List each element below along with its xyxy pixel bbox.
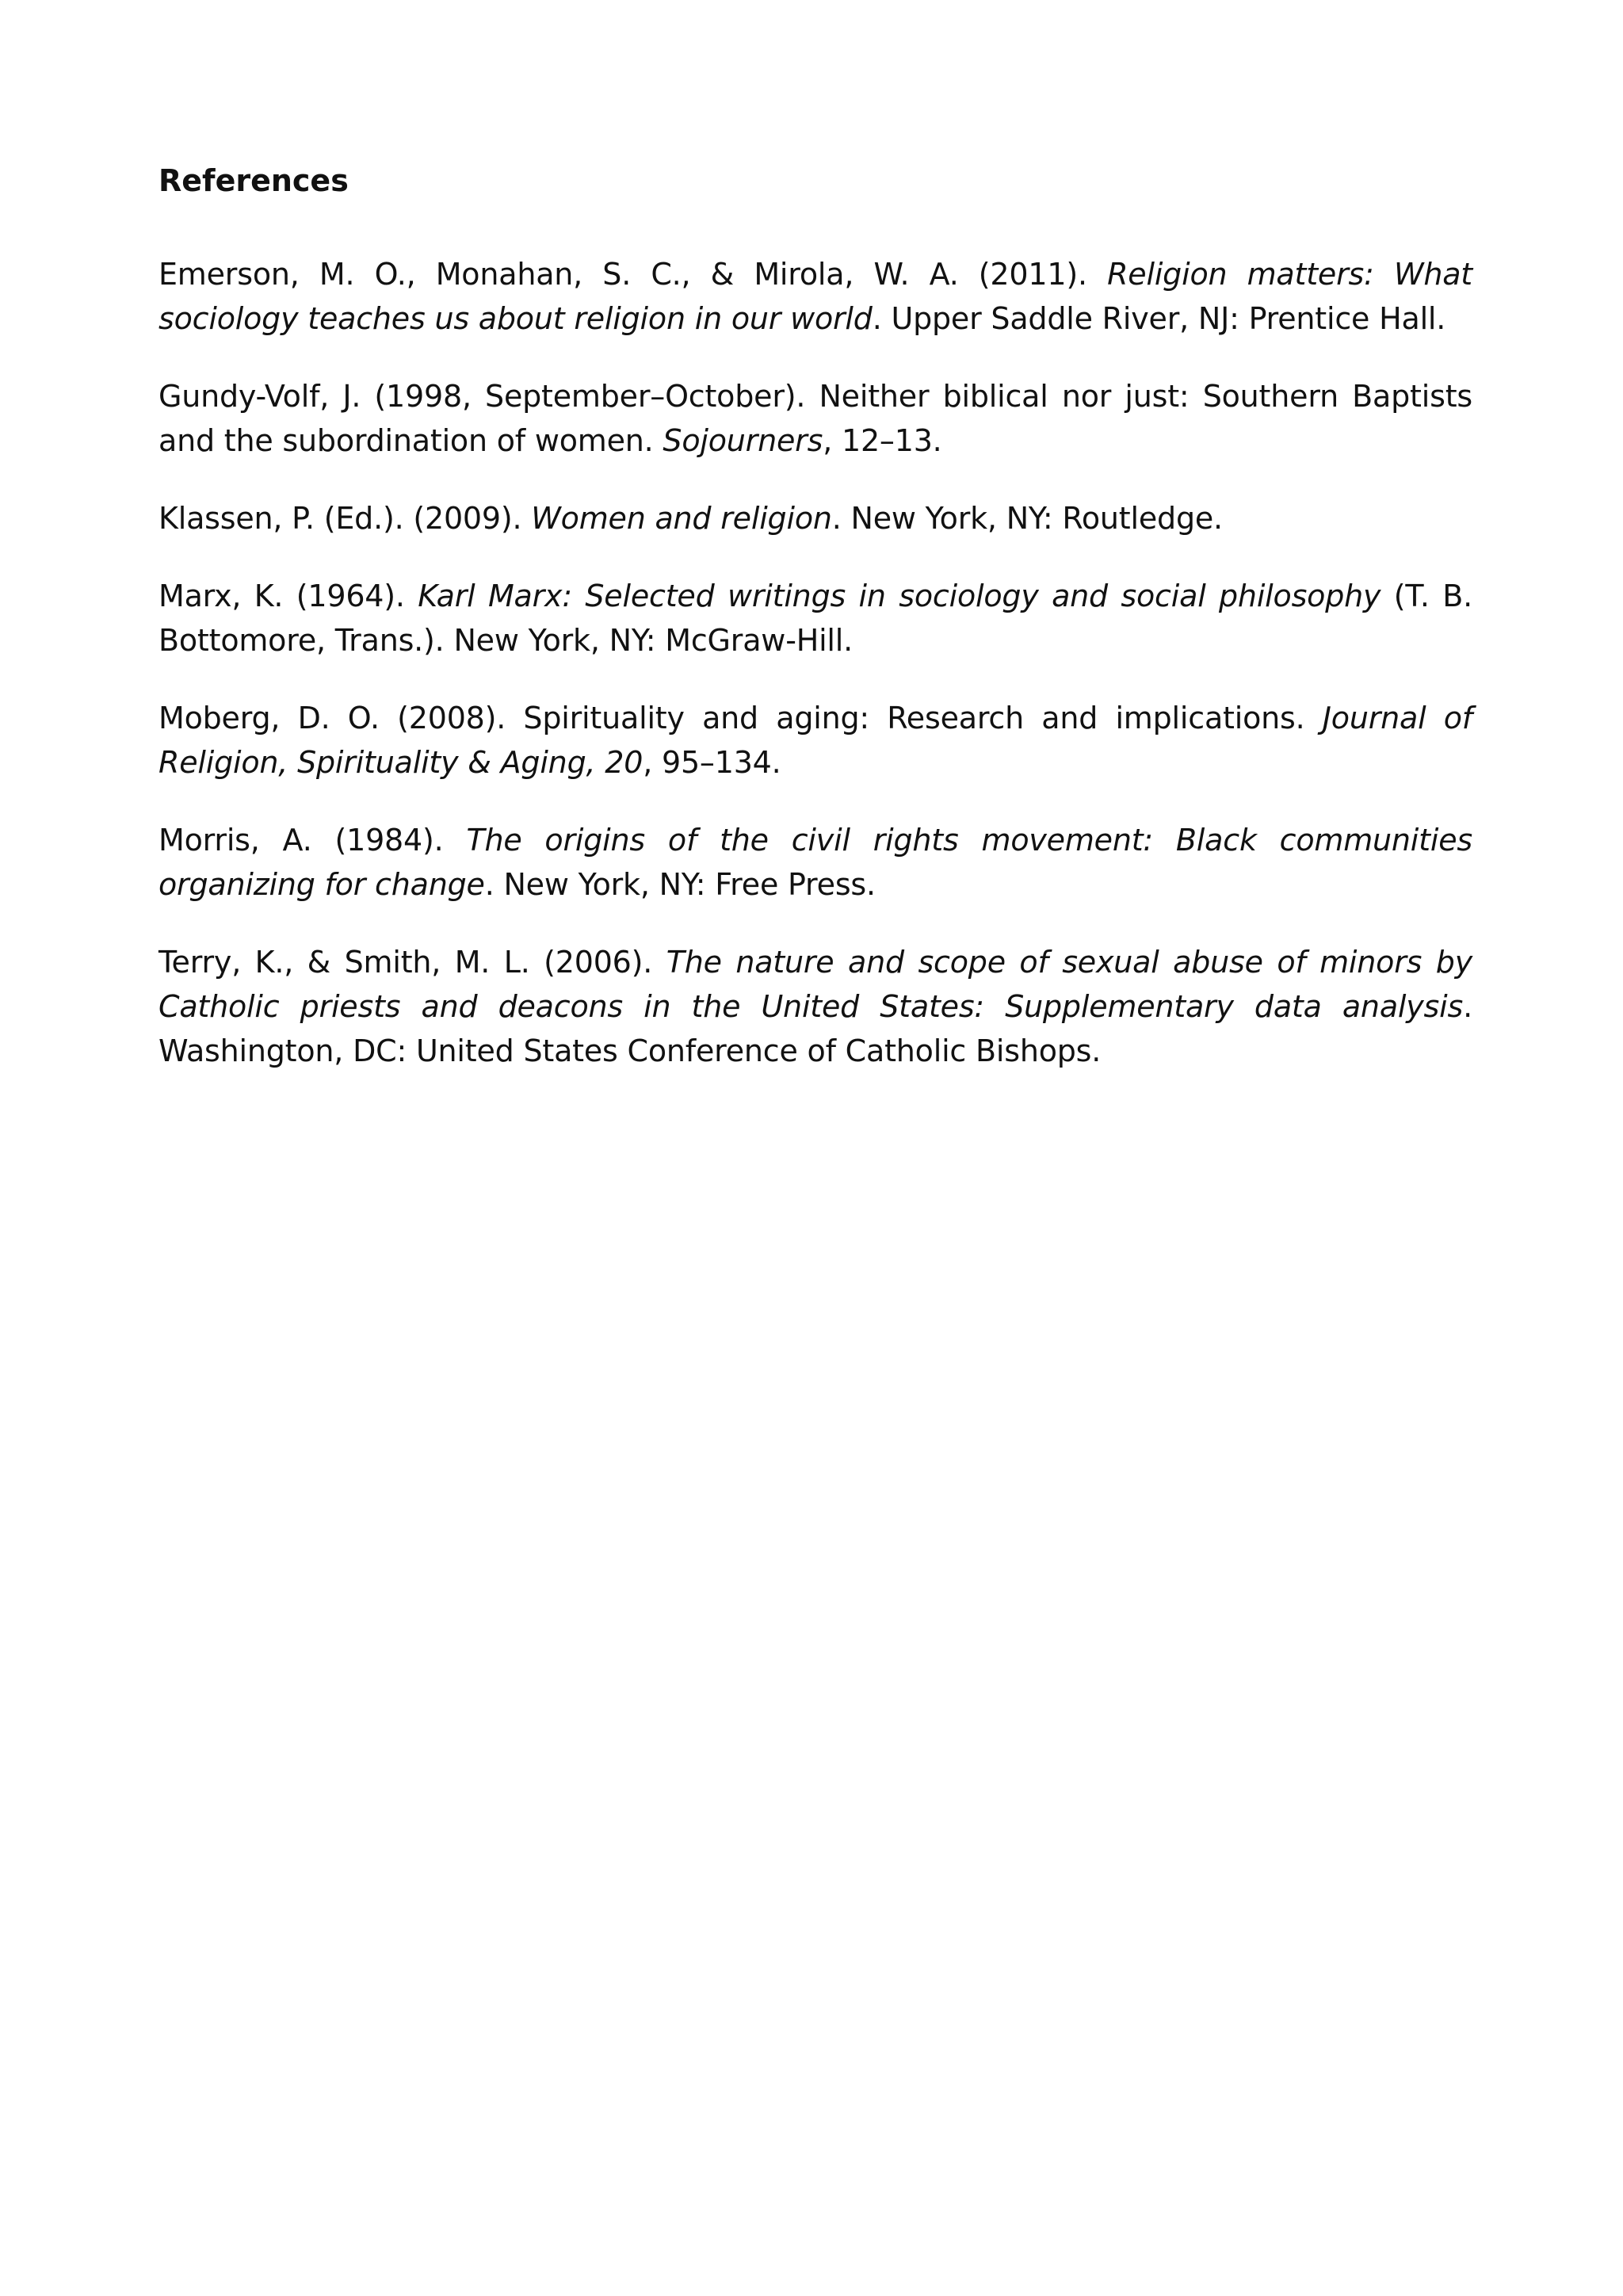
- reference-title: Journal of Religion, Spirituality & Aging, 20: [158, 701, 1472, 780]
- reference-list: [158, 252, 1472, 1073]
- reference-text: , 12–13.: [823, 423, 942, 458]
- document-content: [158, 159, 1472, 1106]
- reference-title: Women and religion: [531, 501, 832, 536]
- reference-entry: [158, 252, 1472, 341]
- reference-text: Terry, K., & Smith, M. L. (2006).: [158, 945, 666, 980]
- reference-text: Gundy-Volf, J. (1998, September–October). Neither biblical nor just: Southern Baptists and the subordination of women.: [158, 379, 1472, 458]
- reference-entry: [158, 374, 1472, 463]
- reference-title: Religion matters: What sociology teaches us about religion in our world: [158, 257, 1472, 336]
- reference-entry: [158, 940, 1472, 1073]
- reference-text: . New York, NY: Routledge.: [831, 501, 1223, 536]
- reference-title: The origins of the civil rights movement: Black communities organizing for change: [158, 823, 1472, 902]
- reference-title: The nature and scope of sexual abuse of minors by Catholic priests and deacons in the United States: Supplementary data analysis: [158, 945, 1472, 1024]
- reference-entry: [158, 818, 1472, 907]
- reference-entry: [158, 574, 1472, 663]
- page-title: References: [158, 163, 349, 198]
- reference-title: Karl Marx: Selected writings in sociology and social philosophy: [418, 579, 1381, 613]
- reference-text: . New York, NY: Free Press.: [484, 867, 876, 902]
- reference-text: Klassen, P. (Ed.). (2009).: [158, 501, 532, 536]
- reference-text: Emerson, M. O., Monahan, S. C., & Mirola, W. A. (2011).: [158, 257, 1108, 292]
- reference-entry: [158, 496, 1472, 541]
- reference-text: Marx, K. (1964).: [158, 579, 418, 613]
- reference-text: Moberg, D. O. (2008). Spirituality and aging: Research and implications.: [158, 701, 1323, 735]
- reference-text: Morris, A. (1984).: [158, 823, 467, 858]
- reference-title: Sojourners: [663, 423, 823, 458]
- reference-text: . Washington, DC: United States Conference of Catholic Bishops.: [158, 989, 1472, 1068]
- reference-entry: [158, 696, 1472, 785]
- reference-text: (T. B. Bottomore, Trans.). New York, NY: McGraw-Hill.: [158, 579, 1472, 658]
- reference-text: . Upper Saddle River, NJ: Prentice Hall.: [872, 301, 1446, 336]
- reference-text: , 95–134.: [643, 745, 781, 780]
